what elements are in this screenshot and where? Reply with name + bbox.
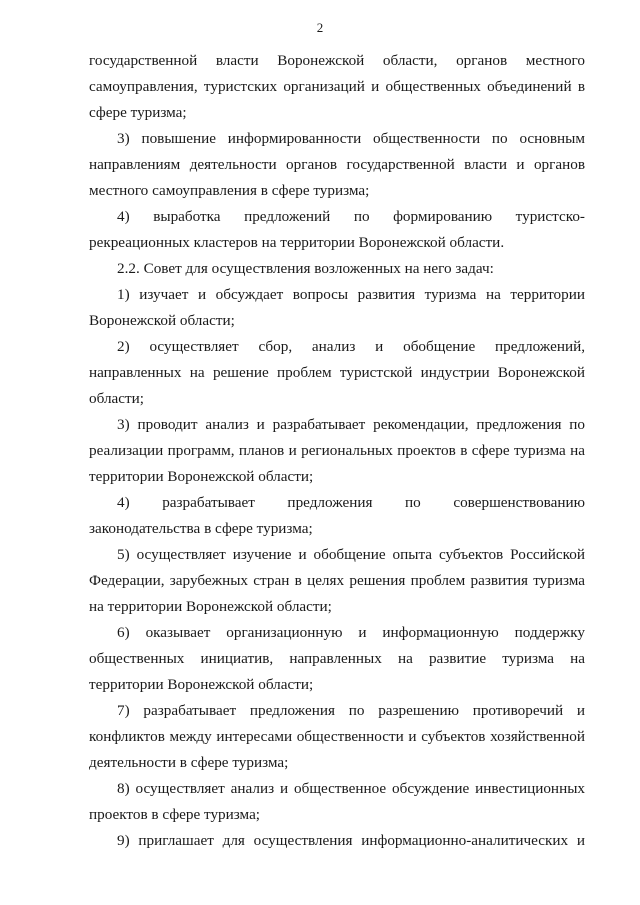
paragraph-task-2: 2) осуществляет сбор, анализ и обобщение предложений, направленных на решение проблем туристской индустрии Воронежской области; bbox=[89, 338, 585, 407]
page-number: 2 bbox=[316, 20, 324, 35]
paragraph-task-4: 4) разрабатывает предложения по совершенствованию законодательства в сфере туризма; bbox=[89, 494, 585, 537]
paragraph-continuation: государственной власти Воронежской области, органов местного самоуправления, туристских организаций и общественных объединений в сфере туризма; bbox=[89, 52, 585, 121]
paragraph-item-3: 3) повышение информированности общественности по основным направлениям деятельности органов государственной власти и органов местного самоуправления в сфере туризма; bbox=[89, 130, 585, 199]
paragraph-task-3: 3) проводит анализ и разрабатывает рекомендации, предложения по реализации программ, планов и региональных проектов в сфере туризма на территории Воронежской области; bbox=[89, 416, 585, 485]
paragraph-task-6: 6) оказывает организационную и информационную поддержку общественных инициатив, направленных на развитие туризма на территории Воронежской области; bbox=[89, 624, 585, 693]
paragraph-task-9: 9) приглашает для осуществления информационно-аналитических и bbox=[117, 832, 585, 849]
paragraph-task-8: 8) осуществляет анализ и общественное обсуждение инвестиционных проектов в сфере туризма; bbox=[89, 780, 585, 823]
paragraph-task-5: 5) осуществляет изучение и обобщение опыта субъектов Российской Федерации, зарубежных стран в целях решения проблем развития туризма на территории Воронежской области; bbox=[89, 546, 585, 615]
paragraph-task-7: 7) разрабатывает предложения по разрешению противоречий и конфликтов между интересами общественности и субъектов хозяйственной деятельности в сфере туризма; bbox=[89, 702, 585, 771]
paragraph-section-2-2: 2.2. Совет для осуществления возложенных на него задач: bbox=[117, 260, 494, 277]
paragraph-item-4: 4) выработка предложений по формированию туристско-рекреационных кластеров на территории Воронежской области. bbox=[89, 208, 585, 251]
paragraph-task-1: 1) изучает и обсуждает вопросы развития туризма на территории Воронежской области; bbox=[89, 286, 585, 329]
document-body bbox=[89, 48, 585, 854]
